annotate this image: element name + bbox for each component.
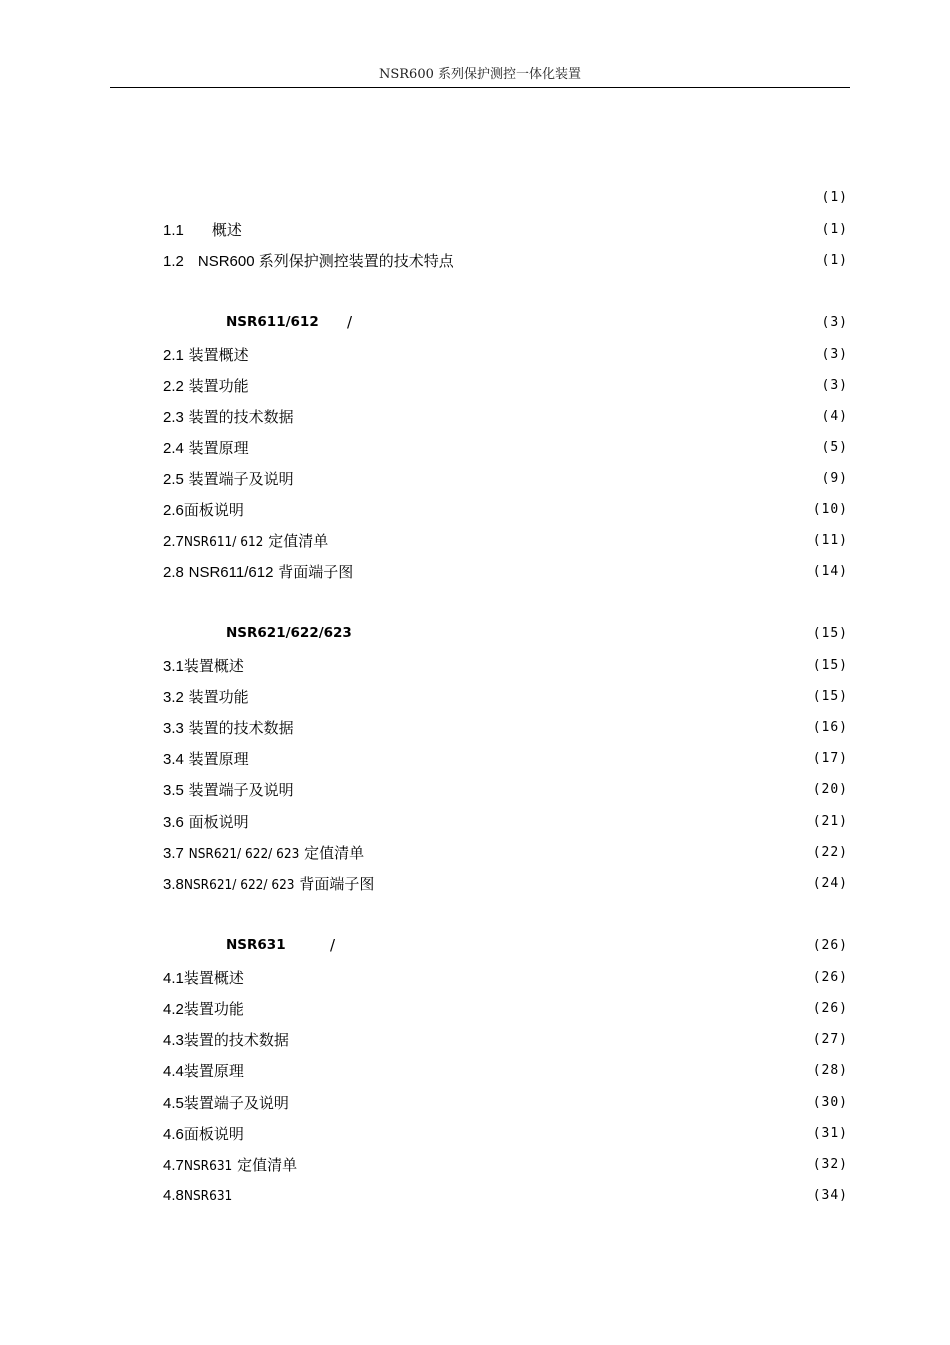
- toc-entry-3-3[interactable]: [163, 716, 848, 738]
- toc-section-number: 2.8: [163, 563, 184, 581]
- toc-section-title: 装置的技术数据: [188, 407, 294, 426]
- leader-dots: [295, 781, 812, 797]
- toc-page-number: (15): [812, 657, 848, 673]
- toc-section-number: 3.1: [163, 657, 184, 675]
- toc-section-title: 装置的技术数据: [188, 718, 294, 737]
- toc-entry-3-8[interactable]: [163, 872, 848, 894]
- toc-section-title: 面板说明: [183, 500, 244, 519]
- toc-section-number: 4.2: [163, 1000, 184, 1018]
- toc-section-number: 3.3: [163, 719, 184, 737]
- toc-page-number: (16): [812, 719, 848, 735]
- toc-page-number: (4): [821, 408, 848, 424]
- toc-entry-2-7[interactable]: [163, 529, 848, 551]
- toc-page-number: (30): [812, 1094, 848, 1110]
- toc-chapter-title: NSR611/612: [226, 314, 319, 330]
- toc-chapter-slash: /: [330, 936, 336, 954]
- toc-chapter-title: NSR631: [226, 937, 286, 953]
- toc-chapter-title: NSR621/622/623: [226, 625, 352, 641]
- leader-dots: [250, 439, 821, 455]
- toc-section-title: 装置原理: [188, 749, 249, 768]
- toc-section-title: 装置概述: [183, 656, 244, 675]
- toc-section-title: 装置功能: [183, 999, 244, 1018]
- leader-dots: [250, 813, 812, 829]
- leader-dots: [330, 1187, 812, 1203]
- toc-section-title: 定值清单: [268, 531, 329, 550]
- toc-page-number: (5): [821, 439, 848, 455]
- leader-dots: [245, 501, 812, 517]
- toc-section-title: 装置端子及说明: [188, 780, 294, 799]
- toc-entry-1-1[interactable]: [163, 218, 848, 240]
- leader-dots: [295, 719, 812, 735]
- leader-dots: [250, 750, 812, 766]
- toc-page-number: (31): [812, 1125, 848, 1141]
- toc-section-number: 2.2: [163, 377, 184, 395]
- toc-entry-3-2[interactable]: [163, 685, 848, 707]
- toc-entry-4-8[interactable]: [163, 1184, 848, 1206]
- toc-section-title: 装置的技术数据: [183, 1030, 289, 1049]
- leader-dots: [250, 377, 821, 393]
- toc-entry-4-4[interactable]: [163, 1059, 848, 1081]
- toc-section-title: 装置功能: [188, 376, 249, 395]
- toc-device-code: NSR611/612: [188, 563, 274, 581]
- leader-dots: [245, 1000, 812, 1016]
- leader-dots: [498, 937, 800, 953]
- toc-page-number: (26): [812, 1000, 848, 1016]
- toc-entry-2-4[interactable]: [163, 436, 848, 458]
- toc-entry-2-5[interactable]: [163, 467, 848, 489]
- leader-dots: [245, 969, 812, 985]
- toc-section-title: 装置功能: [188, 687, 249, 706]
- leader-dots: [520, 189, 822, 205]
- toc-entry-3-5[interactable]: [163, 778, 848, 800]
- leader-dots: [295, 408, 821, 424]
- toc-section-number: 4.8: [163, 1187, 184, 1204]
- leader-dots: [298, 1156, 812, 1172]
- leader-dots: [498, 314, 816, 330]
- leader-dots: [290, 1094, 812, 1110]
- toc-entry-3-7[interactable]: [163, 841, 848, 863]
- toc-section-title: 概述: [211, 220, 242, 239]
- toc-section-number: 4.7: [163, 1156, 184, 1174]
- toc-device-code: NSR621/ 622/ 623: [183, 876, 295, 893]
- leader-dots: [250, 346, 821, 362]
- toc-section-title: 定值清单: [237, 1155, 298, 1174]
- leader-dots: [354, 563, 811, 579]
- leader-dots: [245, 1125, 812, 1141]
- toc-section-number: 2.5: [163, 470, 184, 488]
- toc-section-number: 2.1: [163, 346, 184, 364]
- toc-section-title: 装置概述: [188, 345, 249, 364]
- toc-chapter-slash: /: [347, 313, 353, 331]
- toc-entry-3-6[interactable]: [163, 810, 848, 832]
- toc-section-number: 4.5: [163, 1094, 184, 1112]
- toc-entry-2-6[interactable]: [163, 498, 848, 520]
- leader-dots: [498, 625, 800, 641]
- toc-section-title: NSR600 系列保护测控装置的技术特点: [197, 252, 454, 270]
- toc-device-code: NSR621/ 622/ 623: [188, 845, 300, 862]
- toc-section-number: 2.6: [163, 501, 184, 519]
- toc-section-number: 2.3: [163, 408, 184, 426]
- toc-page-number: (20): [812, 781, 848, 797]
- toc-page-number: (26): [812, 969, 848, 985]
- toc-entry-1-2[interactable]: [163, 249, 848, 271]
- toc-page-number: (22): [812, 844, 848, 860]
- toc-section-number: 1.1: [163, 221, 184, 239]
- toc-section-title: 定值清单: [304, 843, 365, 862]
- toc-section-number: 4.1: [163, 969, 184, 987]
- toc-page-number: (26): [812, 937, 848, 953]
- toc-entry-3-1[interactable]: [163, 654, 848, 676]
- leader-dots: [375, 875, 811, 891]
- toc-entry-2-3[interactable]: [163, 405, 848, 427]
- leader-dots: [455, 252, 821, 268]
- toc-page-number: (14): [812, 563, 848, 579]
- toc-section-number: 4.6: [163, 1125, 184, 1143]
- toc-entry-2-8[interactable]: [163, 560, 848, 582]
- toc-page-number: (1): [821, 221, 848, 237]
- toc-section-title: 装置端子及说明: [183, 1093, 289, 1112]
- toc-page-number: (1): [821, 189, 848, 205]
- toc-section-number: 4.3: [163, 1031, 184, 1049]
- toc-section-number: 3.4: [163, 750, 184, 768]
- toc-entry-4-1[interactable]: [163, 966, 848, 988]
- toc-section-number: 2.4: [163, 439, 184, 457]
- toc-section-title: 背面端子图: [278, 562, 354, 581]
- toc-section-title: 背面端子图: [299, 874, 375, 893]
- toc-chapter4-heading[interactable]: [163, 934, 848, 956]
- toc-entry-4-5[interactable]: [163, 1091, 848, 1113]
- toc-section-title: 面板说明: [188, 812, 249, 831]
- toc-page-number: (3): [821, 377, 848, 393]
- toc-entry-4-2[interactable]: [163, 997, 848, 1019]
- toc-entry-3-4[interactable]: [163, 747, 848, 769]
- toc-section-number: 1.2: [163, 252, 184, 270]
- toc-section-title: 装置原理: [183, 1061, 244, 1080]
- toc-page-number: (3): [821, 346, 848, 362]
- leader-dots: [365, 844, 812, 860]
- toc-chapter2-heading[interactable]: [163, 311, 848, 333]
- page-header-title: NSR600 系列保护测控一体化装置: [378, 67, 581, 82]
- toc-section-title: 装置概述: [183, 968, 244, 987]
- leader-dots: [290, 1031, 812, 1047]
- toc-device-code: NSR631: [183, 1188, 233, 1204]
- toc-page-number: (1): [821, 252, 848, 268]
- toc-page-number: (11): [812, 532, 848, 548]
- toc-entry-2-1[interactable]: [163, 343, 848, 365]
- toc-entry-4-3[interactable]: [163, 1028, 848, 1050]
- toc-section-title: 装置端子及说明: [188, 469, 294, 488]
- toc-page-number: (15): [812, 625, 848, 641]
- toc-entry-4-6[interactable]: [163, 1122, 848, 1144]
- toc-page-number: (10): [812, 501, 848, 517]
- toc-section-number: 3.7: [163, 844, 184, 862]
- toc-section-number: 4.4: [163, 1062, 184, 1080]
- toc-section-number: 2.7: [163, 532, 184, 550]
- toc-section-number: 3.2: [163, 688, 184, 706]
- toc-device-code: NSR611/ 612: [183, 533, 264, 550]
- toc-section-title: 面板说明: [183, 1124, 244, 1143]
- toc-page-number: (15): [812, 688, 848, 704]
- toc-chapter3-heading[interactable]: [163, 622, 848, 644]
- leader-dots: [250, 688, 812, 704]
- toc-page-number: (32): [812, 1156, 848, 1172]
- toc-entry-4-7[interactable]: [163, 1153, 848, 1175]
- toc-section-number: 3.8: [163, 875, 184, 893]
- toc-page-number: (27): [812, 1031, 848, 1047]
- toc-section-number: 3.6: [163, 813, 184, 831]
- toc-chapter1-heading[interactable]: [163, 186, 848, 208]
- leader-dots: [295, 470, 821, 486]
- leader-dots: [329, 532, 811, 548]
- toc-entry-2-2[interactable]: [163, 374, 848, 396]
- toc-page-number: (24): [812, 875, 848, 891]
- toc-page-number: (17): [812, 750, 848, 766]
- leader-dots: [250, 657, 812, 673]
- toc-page-number: (3): [821, 314, 848, 330]
- leader-dots: [243, 221, 821, 237]
- toc-section-number: 3.5: [163, 781, 184, 799]
- leader-dots: [245, 1062, 812, 1078]
- toc-page-number: (21): [812, 813, 848, 829]
- toc-page-number: (34): [812, 1187, 848, 1203]
- toc-section-title: 装置原理: [188, 438, 249, 457]
- toc-page-number: (28): [812, 1062, 848, 1078]
- toc-page-number: (9): [821, 470, 848, 486]
- toc-device-code: NSR631: [183, 1157, 233, 1174]
